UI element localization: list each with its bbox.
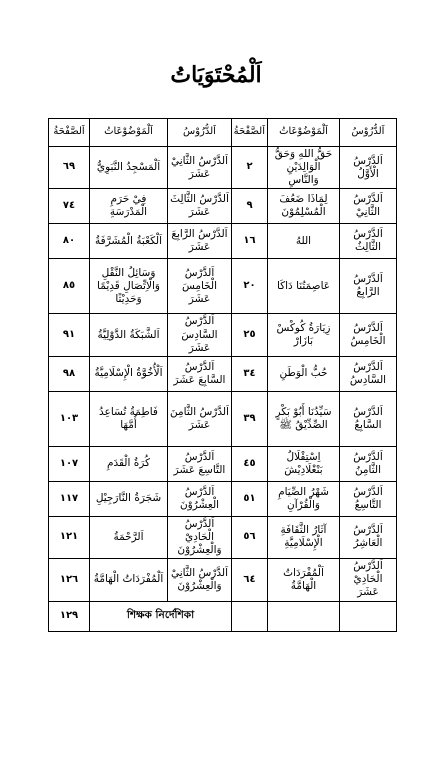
page-cell: ١٠٣ [49,391,90,446]
topic-cell: حُبُّ الْوَطَنِ [268,356,340,391]
lesson-cell: اَلدَّرْسُ الْحَادِيْ عَشَرَ [340,559,397,601]
topic-cell: وَسَائِلُ النَّقْلِ وَالْاِتِّصَالِ قَدِيْمًا وَحَدِيْثًا [90,259,168,314]
page-cell: ١٦ [232,224,268,259]
table-row [49,189,397,224]
topic-cell: اَلْمُفْرَدَاتُ الْهَامَّةُ [268,559,340,601]
page-cell: ٩١ [49,314,90,356]
topic-cell: اَلشَّبَكَةُ الدَّوْلِيَّةُ [90,314,168,356]
lesson-cell: اَلدَّرْسُ الْعَاشِرُ [340,516,397,558]
topic-cell: سَيِّدُنَا أَبُوْ بَكْرٍ الصِّدِّيْقُ ﷺ [268,391,340,446]
header-lesson: اَلدُّرُوْسُ [168,119,232,147]
empty-cell [232,601,268,631]
page-title: اَلْمُحْتَوَيَاتُ [170,62,262,88]
page-cell: ٦٤ [232,559,268,601]
table-row [49,147,397,189]
topic-cell: كُرَةُ الْقَدَمِ [90,446,168,481]
header-topics: اَلْمَوْضُوْعَاتُ [268,119,340,147]
lesson-cell: اَلدَّرْسُ السَّادِسُ [340,356,397,391]
page-cell: ٥١ [232,481,268,516]
lesson-cell: اَلدَّرْسُ الثَّانِيْ وَالْعِشْرُوْنَ [168,559,232,601]
empty-cell [340,601,397,631]
page-cell: ٢ [232,147,268,189]
page-cell: ٤٥ [232,446,268,481]
lesson-cell: اَلدَّرْسُ الثَّالِثُ [340,224,397,259]
lesson-cell: اَلدَّرْسُ الْخَامِسَ عَشَرَ [168,259,232,314]
page-cell: ٩٨ [49,356,90,391]
lesson-cell: اَلدَّرْسُ السَّادِسَ عَشَرَ [168,314,232,356]
lesson-cell: اَلدَّرْسُ الْخَامِسُ [340,314,397,356]
lesson-cell: اَلدَّرْسُ السَّابِعُ [340,391,397,446]
teacher-guide-label: শিক্ষক নির্দেশিকা [90,601,232,631]
page-cell: ٢٥ [232,314,268,356]
page-cell: ٧٤ [49,189,90,224]
lesson-cell: اَلدَّرْسُ الثَّامِنَ عَشَرَ [168,391,232,446]
page-cell: ١١٧ [49,481,90,516]
header-lesson: اَلدُّرُوْسُ [340,119,397,147]
page-cell: ٢٠ [232,259,268,314]
lesson-cell: اَلدَّرْسُ الثَّانِيْ [340,189,397,224]
lesson-cell: اَلدَّرْسُ الثَّامِنُ [340,446,397,481]
footer-row [49,601,397,631]
table-row [49,259,397,314]
topic-cell: اللهُ [268,224,340,259]
page-cell: ١٠٧ [49,446,90,481]
header-page: اَلصَّفْحَةُ [49,119,90,147]
topic-cell: حَقُّ اللهِ وَحَقُّ الْوَالِدَيْنِ وَالنَّاسِ [268,147,340,189]
topic-cell: فِيْ حَرَمِ الْمَدْرَسَةِ [90,189,168,224]
page-cell: ٩ [232,189,268,224]
lesson-cell: اَلدَّرْسُ الثَّانِيْ عَشَرَ [168,147,232,189]
table-row [49,391,397,446]
empty-cell [268,601,340,631]
table-row [49,481,397,516]
lesson-cell: اَلدَّرْسُ الرَّابِعَ عَشَرَ [168,224,232,259]
lesson-cell: اَلدَّرْسُ الْأَوَّلُ [340,147,397,189]
topic-cell: زِيَارَةُ كُوكْسْ بَازَارْ [268,314,340,356]
lesson-cell: اَلدَّرْسُ الرَّابِعُ [340,259,397,314]
table-row [49,516,397,558]
lesson-cell: اَلدَّرْسُ الثَّالِثَ عَشَرَ [168,189,232,224]
header-page: اَلصَّفْحَةُ [232,119,268,147]
page-cell: ٦٩ [49,147,90,189]
lesson-cell: اَلدَّرْسُ الْعِشْرُوْنَ [168,481,232,516]
topic-cell: اَلرَّحْمَةُ [90,516,168,558]
topic-cell: شَجَرَةُ النَّارَجِيْلِ [90,481,168,516]
page-cell: ١٢٩ [49,601,90,631]
lesson-cell: اَلدَّرْسُ الْحَادِيْ وَالْعِشْرُوْنَ [168,516,232,558]
table-row [49,356,397,391]
page-cell: ٨٥ [49,259,90,314]
topic-cell: آثَارُ الثَّقَافَةِ الْإِسْلَامِيَّةِ [268,516,340,558]
topic-cell: اِسْتِقْلَالُ بَنْغْلَادِيْشَ [268,446,340,481]
topic-cell: شَهْرُ الصِّيَامِ وَالْقُرْآنِ [268,481,340,516]
topic-cell: اَلْكَعْبَةُ الْمُشَرَّفَةُ [90,224,168,259]
page-cell: ٣٩ [232,391,268,446]
page-cell: ١٢٦ [49,559,90,601]
table-row [49,314,397,356]
header-topics: اَلْمَوْضُوْعَاتُ [90,119,168,147]
lesson-cell: اَلدَّرْسُ التَّاسِعُ [340,481,397,516]
lesson-cell: اَلدَّرْسُ التَّاسِعَ عَشَرَ [168,446,232,481]
topic-cell: اَلْأُخُوَّةُ الْإِسْلَامِيَّةُ [90,356,168,391]
table-row [49,224,397,259]
page-cell: ٨٠ [49,224,90,259]
topic-cell: عَاصِمَتُنَا دَاكَا [268,259,340,314]
topic-cell: فَاطِمَةُ تُسَاعِدُ أُمَّهَا [90,391,168,446]
table-row [49,559,397,601]
topic-cell: اَلْمُفْرَدَاتُ الْهَامَّةُ [90,559,168,601]
header-row [49,119,397,147]
topic-cell: اَلْمَسْجِدُ النَّبَوِيُّ [90,147,168,189]
page-cell: ٥٦ [232,516,268,558]
lesson-cell: اَلدَّرْسُ السَّابِعَ عَشَرَ [168,356,232,391]
page-cell: ٣٤ [232,356,268,391]
contents-table [48,118,397,632]
table-row [49,446,397,481]
page-cell: ١٢١ [49,516,90,558]
topic-cell: لِمَاذَا ضَعُفَ الْمُسْلِمُوْنَ [268,189,340,224]
